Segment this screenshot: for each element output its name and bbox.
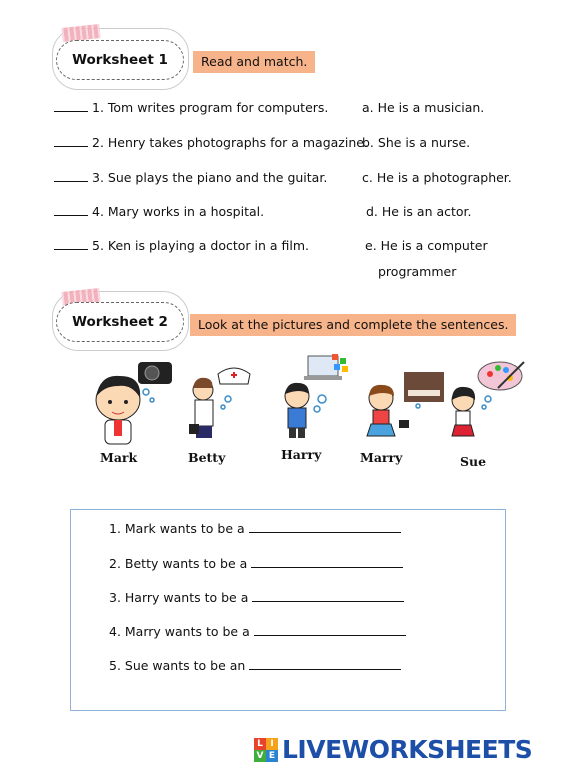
sentence-3: 3. Harry wants to be a — [109, 590, 404, 605]
answer-blank[interactable] — [54, 204, 88, 216]
sentence-1: 1. Mark wants to be a — [109, 521, 401, 536]
logo-text: LIVEWORKSHEETS — [282, 735, 533, 764]
answer-e-continued: programmer — [378, 264, 457, 279]
worksheet2-instruction: Look at the pictures and complete the sentences. — [190, 314, 516, 336]
answer-line[interactable] — [249, 521, 401, 533]
name-sue: Sue — [460, 454, 487, 469]
marry-figure — [367, 385, 409, 436]
question-5: 5. Ken is playing a doctor in a film. — [54, 238, 309, 253]
name-mark: Mark — [100, 450, 138, 465]
answer-b: b. She is a nurse. — [362, 135, 471, 150]
paint-palette-icon — [478, 362, 524, 390]
answer-line[interactable] — [249, 658, 401, 670]
name-betty: Betty — [188, 450, 226, 465]
answer-e: e. He is a computer — [365, 238, 488, 253]
name-marry: Marry — [360, 450, 403, 465]
worksheet1-tag: Worksheet 1 — [56, 40, 184, 80]
answer-line[interactable] — [254, 624, 406, 636]
sue-figure — [452, 387, 475, 436]
question-2: 2. Henry takes photographs for a magazine. — [54, 135, 368, 150]
answer-blank[interactable] — [54, 135, 88, 147]
characters-illustration — [0, 352, 562, 492]
betty-figure — [189, 378, 213, 438]
answer-d: d. He is an actor. — [366, 204, 472, 219]
sentences-box — [70, 509, 506, 711]
question-4: 4. Mary works in a hospital. — [54, 204, 264, 219]
sentence-5: 5. Sue wants to be an — [109, 658, 401, 673]
question-1: 1. Tom writes program for computers. — [54, 100, 328, 115]
sentence-2: 2. Betty wants to be a — [109, 556, 403, 571]
answer-line[interactable] — [252, 590, 404, 602]
harry-figure — [285, 383, 309, 438]
nurse-cap-icon — [218, 368, 250, 384]
answer-blank[interactable] — [54, 238, 88, 250]
sentence-4: 4. Marry wants to be a — [109, 624, 406, 639]
worksheet2-tag: Worksheet 2 — [56, 302, 184, 342]
name-harry: Harry — [281, 447, 322, 462]
piano-photo-icon — [404, 372, 444, 402]
live-badge-icon: L I V E — [254, 738, 278, 762]
answer-line[interactable] — [251, 556, 403, 568]
mark-figure — [96, 376, 140, 444]
liveworksheets-logo[interactable] — [254, 735, 532, 764]
answer-a: a. He is a musician. — [362, 100, 485, 115]
laptop-icon — [304, 354, 348, 380]
worksheet1-instruction: Read and match. — [193, 51, 315, 73]
question-3: 3. Sue plays the piano and the guitar. — [54, 170, 327, 185]
answer-c: c. He is a photographer. — [362, 170, 512, 185]
camera-icon — [138, 362, 172, 384]
answer-blank[interactable] — [54, 100, 88, 112]
answer-blank[interactable] — [54, 170, 88, 182]
